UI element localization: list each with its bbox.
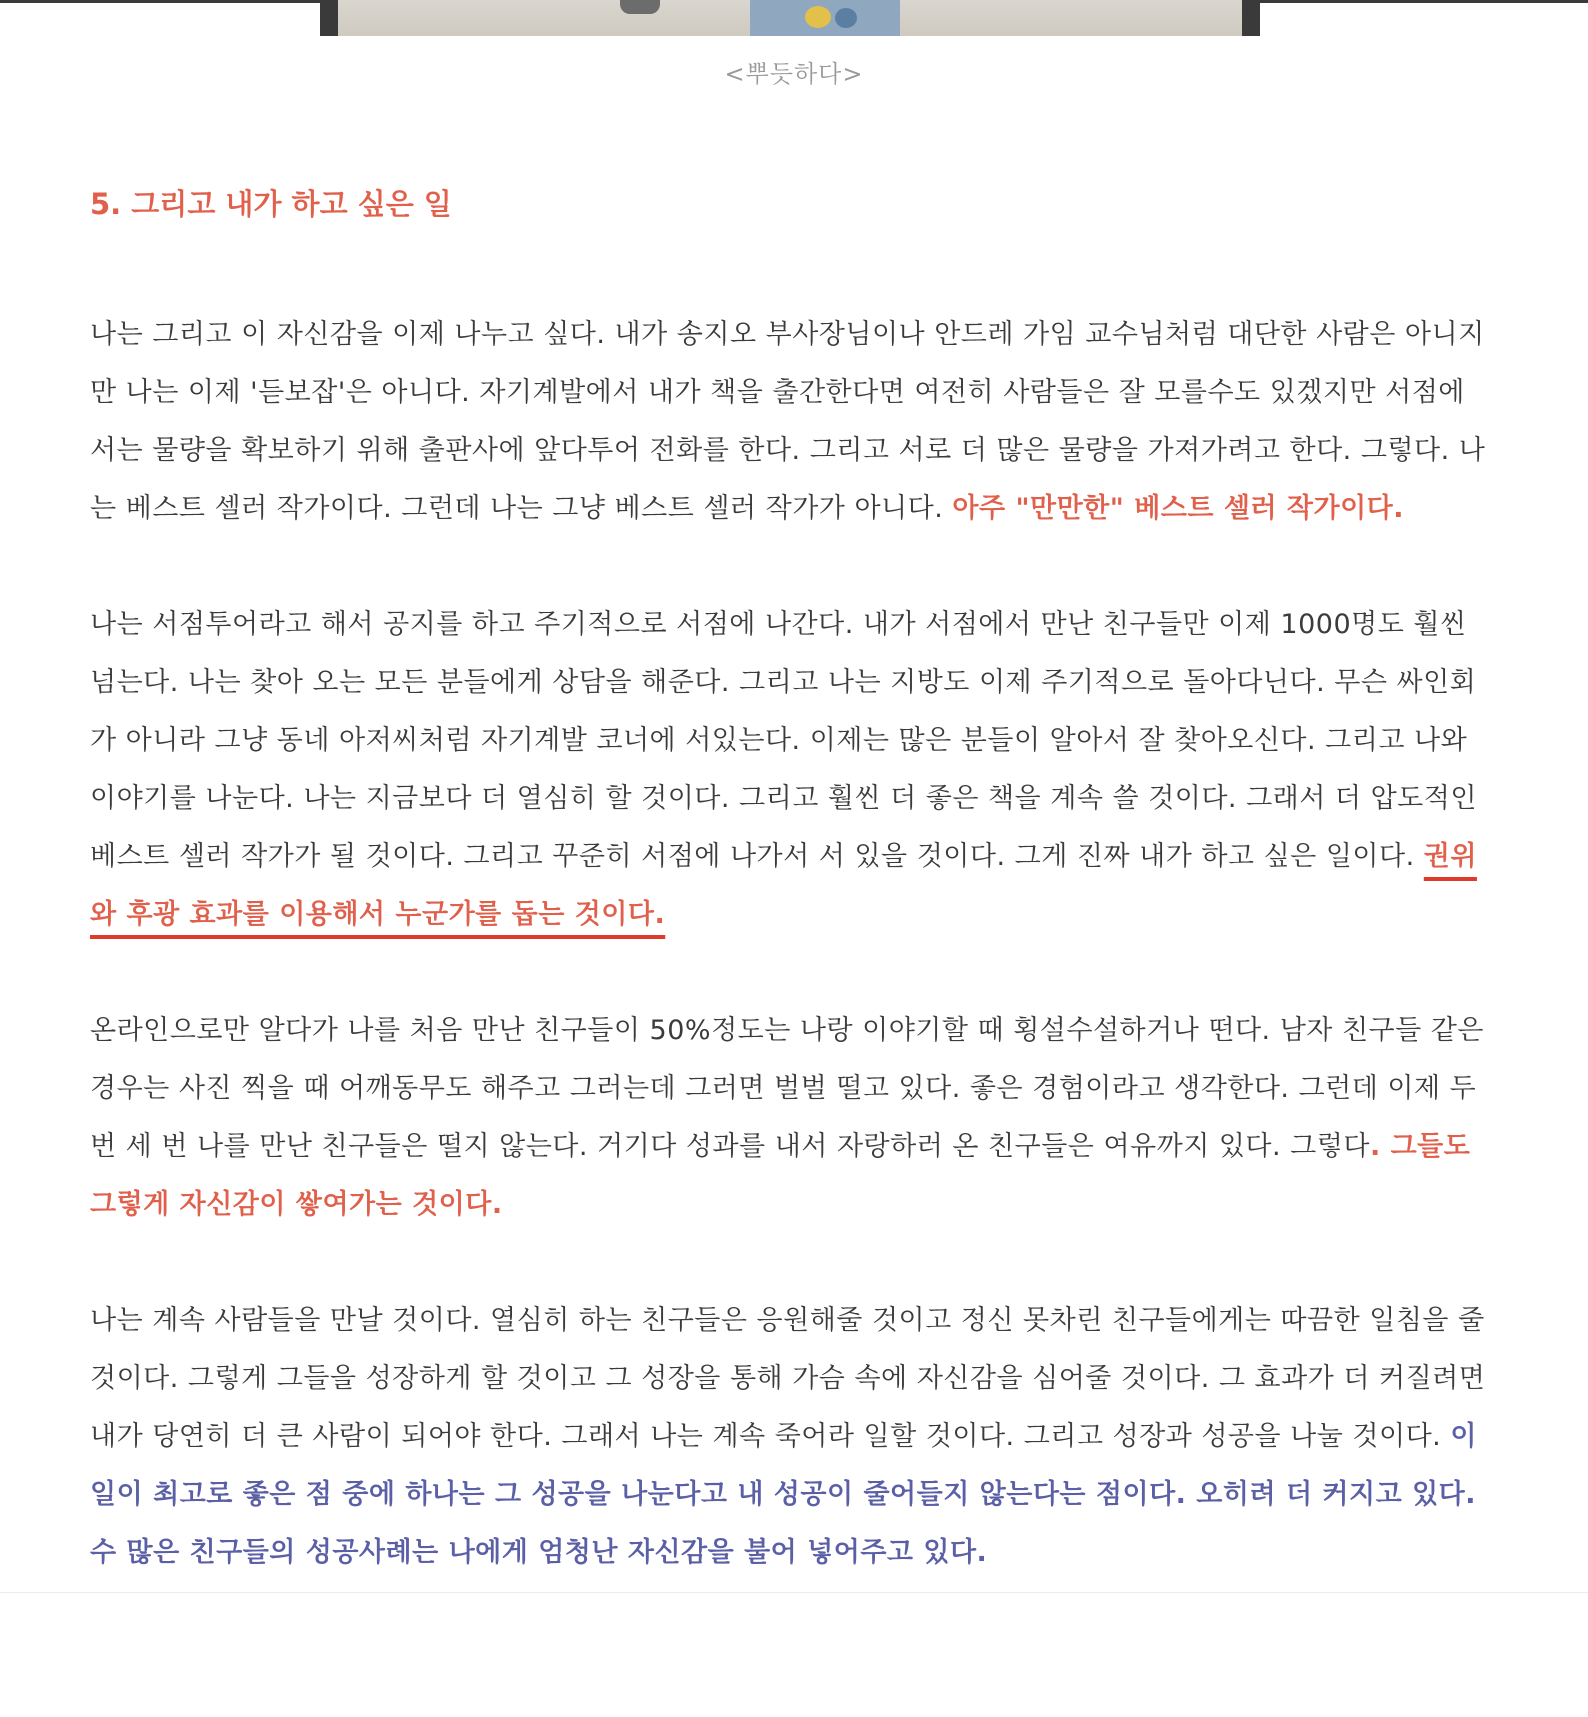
paragraph-2-text: 나는 서점투어라고 해서 공지를 하고 주기적으로 서점에 나간다. 내가 서점에서 만난 친구들만 이제 1000명도 훨씬 넘는다. 나는 찾아 오는 모든 분들에게 상담을 해준다. 그리고 나는 지방도 이제 주기적으로 돌아다닌다. 무슨 싸인회가 아니라 그냥 동네 아저씨처럼 자기계발 코너에 서있는다. 이제는 많은 분들이 알아서 잘 찾아오신다. 그리고 나와 이야기를 나눈다. 나는 지금보다 더 열심히 할 것이다. 그리고 훨씬 더 좋은 책을 계속 쓸 것이다. 그래서 더 압도적인 베스트 셀러 작가가 될 것이다. 그리고 꾸준히 서점에 나가서 서 있을 것이다. 그게 진짜 내가 하고 싶은 일이다. <box>90 609 1477 872</box>
photo-floor-marker-yellow <box>805 6 831 28</box>
section-heading: 5. 그리고 내가 하고 싶은 일 <box>90 187 452 221</box>
paragraph-2 <box>90 596 1490 944</box>
article-photo <box>320 0 1260 36</box>
paragraph-3-text: 온라인으로만 알다가 나를 처음 만난 친구들이 50%정도는 나랑 이야기할 때 횡설수설하거나 떤다. 남자 친구들 같은 경우는 사진 찍을 때 어깨동무도 해주고 그러는데 그러면 벌벌 떨고 있다. 좋은 경험이라고 생각한다. 그런데 이제 두 번 세 번 나를 만난 친구들은 떨지 않는다. 거기다 성과를 내서 자랑하러 온 친구들은 여유까지 있다. 그렇다 <box>90 1015 1484 1162</box>
photo-edge-left <box>320 0 338 36</box>
photo-caption: <뿌듯하다> <box>724 60 864 88</box>
bottom-blank-area <box>0 1592 1588 1717</box>
article-body <box>90 180 1490 1640</box>
photo-floor-marker-blue <box>835 8 857 28</box>
paragraph-1-highlight: 아주 "만만한" 베스트 셀러 작가이다. <box>952 493 1405 524</box>
paragraph-3-highlight: . 그들도 그렇게 자신감이 쌓여가는 것이다. <box>90 1131 1471 1220</box>
paragraph-4 <box>90 1292 1490 1582</box>
paragraph-1-text: 나는 그리고 이 자신감을 이제 나누고 싶다. 내가 송지오 부사장님이나 안드레 가임 교수님처럼 대단한 사람은 아니지만 나는 이제 '듣보잡'은 아니다. 자기계발에서 내가 책을 출간한다면 여전히 사람들은 잘 모를수도 있겠지만 서점에서는 물량을 확보하기 위해 출판사에 앞다투어 전화를 한다. 그리고 서로 더 많은 물량을 가져가려고 한다. 그렇다. 나는 베스트 셀러 작가이다. 그런데 나는 그냥 베스트 셀러 작가가 아니다. <box>90 319 1486 524</box>
photo-edge-right <box>1242 0 1260 36</box>
paragraph-2-highlight: 권위와 후광 효과를 이용해서 누군가를 돕는 것이다. <box>90 841 1477 930</box>
paragraph-4-highlight: 이 일이 최고로 좋은 점 중에 하나는 그 성공을 나눈다고 내 성공이 줄어들지 않는다는 점이다. 오히려 더 커지고 있다. 수 많은 친구들의 성공사례는 나에게 엄청난 자신감을 불어 넣어주고 있다. <box>90 1421 1477 1568</box>
paragraph-3 <box>90 1002 1490 1234</box>
photo-shoe <box>620 0 660 14</box>
paragraph-4-text: 나는 계속 사람들을 만날 것이다. 열심히 하는 친구들은 응원해줄 것이고 정신 못차린 친구들에게는 따끔한 일침을 줄 것이다. 그렇게 그들을 성장하게 할 것이고 그 성장을 통해 가슴 속에 자신감을 심어줄 것이다. 그 효과가 더 커질려면 내가 당연히 더 큰 사람이 되어야 한다. 그래서 나는 계속 죽어라 일할 것이다. 그리고 성장과 성공을 나눌 것이다. <box>90 1305 1486 1452</box>
paragraph-1 <box>90 306 1490 538</box>
